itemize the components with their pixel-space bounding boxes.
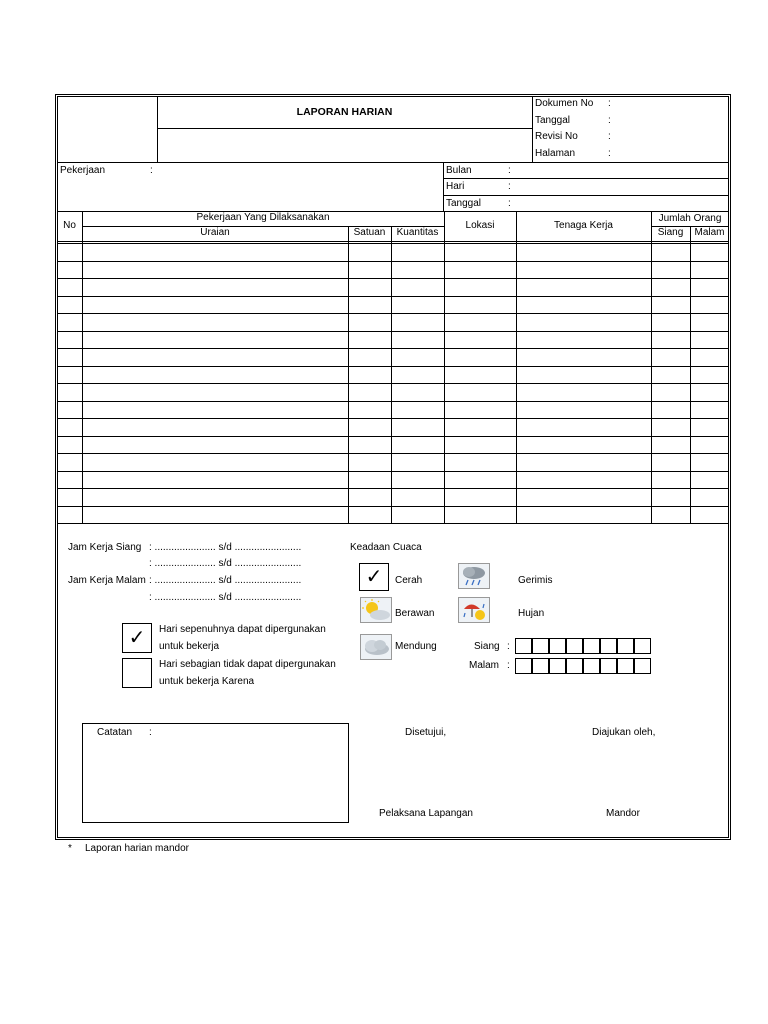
hour-cell[interactable] bbox=[532, 658, 549, 674]
diajukan-label: Diajukan oleh, bbox=[592, 727, 656, 738]
mandor-label: Mandor bbox=[606, 808, 640, 819]
doc-label-halaman: Halaman bbox=[535, 148, 576, 159]
doc-colon: : bbox=[608, 98, 611, 109]
table-header-bottom bbox=[57, 241, 729, 242]
col-line bbox=[391, 226, 392, 523]
hour-cell[interactable] bbox=[549, 638, 566, 654]
col-siang: Siang bbox=[657, 227, 684, 238]
info-divider bbox=[443, 162, 444, 211]
malam-colon: : bbox=[507, 660, 510, 671]
col-no: No bbox=[63, 220, 76, 231]
table-row-line bbox=[57, 348, 729, 349]
doc-label-revisi: Revisi No bbox=[535, 131, 578, 142]
jam-kerja-malam-line: : ...................... s/d ........................ bbox=[149, 575, 302, 586]
pekerjaan-label: Pekerjaan bbox=[60, 165, 106, 176]
mendung-label: Mendung bbox=[395, 641, 437, 652]
jam-kerja-malam-label: Jam Kerja Malam bbox=[68, 575, 146, 586]
hour-cell[interactable] bbox=[583, 638, 600, 654]
partial-day-label-2: untuk bekerja Karena bbox=[159, 676, 255, 687]
info-colon: : bbox=[508, 181, 511, 192]
partial-day-checkbox[interactable] bbox=[122, 658, 152, 688]
jam-kerja-siang-label: Jam Kerja Siang bbox=[68, 542, 142, 553]
table-row-line bbox=[57, 523, 729, 524]
hour-cell[interactable] bbox=[600, 638, 617, 654]
hour-cell[interactable] bbox=[617, 638, 634, 654]
siang-colon: : bbox=[507, 641, 510, 652]
berawan-label: Berawan bbox=[395, 608, 435, 619]
col-line bbox=[348, 226, 349, 523]
col-group-pekerjaan: Pekerjaan Yang Dilaksanakan bbox=[196, 212, 330, 223]
col-line bbox=[516, 211, 517, 523]
check-icon: ✓ bbox=[128, 627, 146, 649]
table-row-line bbox=[57, 436, 729, 437]
drizzle-icon bbox=[458, 563, 490, 589]
jam-kerja-siang-line: : ...................... s/d ........................ bbox=[149, 542, 302, 553]
hour-cell[interactable] bbox=[566, 638, 583, 654]
jam-kerja-siang-line: : ...................... s/d ........................ bbox=[149, 558, 302, 569]
page-title: LAPORAN HARIAN bbox=[296, 106, 393, 118]
pelaksana-label: Pelaksana Lapangan bbox=[379, 808, 473, 819]
info-line bbox=[443, 195, 729, 196]
hour-cell[interactable] bbox=[566, 658, 583, 674]
col-satuan: Satuan bbox=[353, 227, 386, 238]
col-uraian: Uraian bbox=[200, 227, 230, 238]
catatan-label: Catatan bbox=[97, 727, 133, 738]
col-kuantitas: Kuantitas bbox=[396, 227, 439, 238]
full-day-label-2: untuk bekerja bbox=[159, 641, 220, 652]
cerah-label: Cerah bbox=[395, 575, 423, 586]
catatan-colon: : bbox=[149, 727, 152, 738]
hujan-label: Hujan bbox=[518, 608, 545, 619]
overcast-icon-svg bbox=[361, 635, 391, 659]
table-row-line bbox=[57, 278, 729, 279]
info-colon: : bbox=[508, 165, 511, 176]
hour-cell[interactable] bbox=[532, 638, 549, 654]
jam-kerja-malam-line: : ...................... s/d ........................ bbox=[149, 592, 302, 603]
hour-cell[interactable] bbox=[600, 658, 617, 674]
table-row-line bbox=[57, 261, 729, 262]
bulan-label: Bulan bbox=[446, 165, 472, 176]
hari-label: Hari bbox=[446, 181, 465, 192]
partly-cloudy-icon bbox=[360, 597, 392, 623]
doc-label-tanggal: Tanggal bbox=[535, 115, 571, 126]
cerah-checkbox[interactable] bbox=[359, 563, 389, 591]
footnote-mark: * bbox=[68, 843, 72, 854]
full-day-checkbox[interactable] bbox=[122, 623, 152, 653]
table-row-line bbox=[57, 506, 729, 507]
partial-day-label-1: Hari sebagian tidak dapat dipergunakan bbox=[159, 659, 336, 670]
table-row-line bbox=[57, 383, 729, 384]
hour-cell[interactable] bbox=[515, 638, 532, 654]
table-row-line bbox=[57, 401, 729, 402]
malam-label: Malam bbox=[469, 660, 500, 671]
cuaca-title: Keadaan Cuaca bbox=[350, 542, 422, 553]
col-line bbox=[444, 211, 445, 523]
header-title-line bbox=[157, 128, 532, 129]
col-line bbox=[651, 211, 652, 523]
table-row-line bbox=[57, 296, 729, 297]
doc-colon: : bbox=[608, 148, 611, 159]
pekerjaan-colon: : bbox=[150, 165, 153, 176]
hour-cell[interactable] bbox=[583, 658, 600, 674]
table-row-line bbox=[57, 366, 729, 367]
table-row-line bbox=[57, 488, 729, 489]
hour-cell[interactable] bbox=[617, 658, 634, 674]
rain-icon bbox=[458, 597, 490, 623]
col-lokasi: Lokasi bbox=[465, 220, 495, 231]
doc-label-dokumen: Dokumen No bbox=[535, 98, 594, 109]
footnote-text: Laporan harian mandor bbox=[85, 843, 189, 854]
hour-cell[interactable] bbox=[549, 658, 566, 674]
header-doc-divider bbox=[532, 96, 533, 162]
table-row-line bbox=[57, 331, 729, 332]
col-tenaga-kerja: Tenaga Kerja bbox=[554, 220, 613, 231]
table-header-bottom-double bbox=[57, 243, 729, 244]
table-row-line bbox=[57, 418, 729, 419]
doc-colon: : bbox=[608, 131, 611, 142]
hour-cell[interactable] bbox=[634, 658, 651, 674]
siang-label: Siang bbox=[474, 641, 500, 652]
table-row-line bbox=[57, 453, 729, 454]
col-jumlah-orang: Jumlah Orang bbox=[658, 213, 722, 224]
col-malam: Malam bbox=[694, 227, 725, 238]
rain-icon-svg bbox=[459, 598, 489, 622]
info-colon: : bbox=[508, 198, 511, 209]
hour-cell[interactable] bbox=[634, 638, 651, 654]
drizzle-icon-svg bbox=[459, 564, 489, 588]
info-line bbox=[443, 178, 729, 179]
disetujui-label: Disetujui, bbox=[405, 727, 447, 738]
table-row-line bbox=[57, 471, 729, 472]
gerimis-label: Gerimis bbox=[518, 575, 553, 586]
check-icon: ✓ bbox=[365, 566, 383, 588]
partly-cloudy-icon-svg bbox=[361, 598, 391, 622]
col-line bbox=[82, 211, 83, 523]
hour-cell[interactable] bbox=[515, 658, 532, 674]
col-line bbox=[690, 226, 691, 523]
full-day-label-1: Hari sepenuhnya dapat dipergunakan bbox=[159, 624, 326, 635]
overcast-icon bbox=[360, 634, 392, 660]
tanggal-label: Tanggal bbox=[446, 198, 482, 209]
doc-colon: : bbox=[608, 115, 611, 126]
header-bottom-line bbox=[57, 162, 729, 163]
table-row-line bbox=[57, 313, 729, 314]
